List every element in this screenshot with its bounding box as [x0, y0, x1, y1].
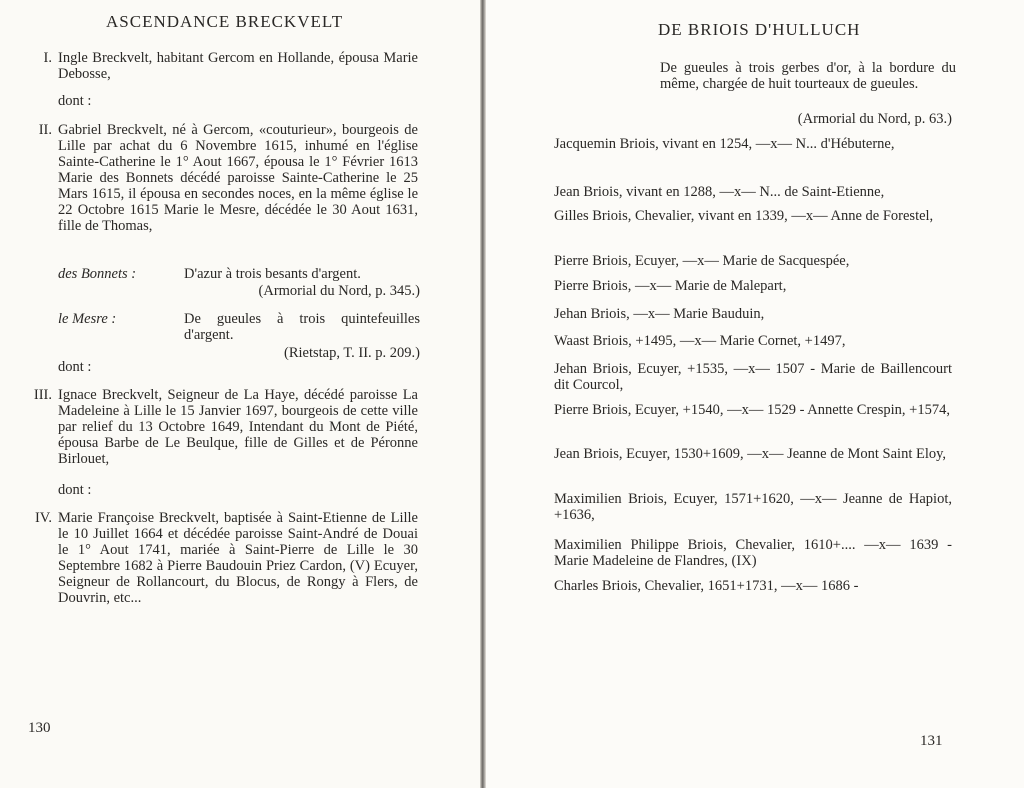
lineage-line: Maximilien Briois, Ecuyer, 1571+1620, —x— Jeanne de Hapiot, +1636, [554, 491, 952, 523]
lineage-line: Jacquemin Briois, vivant en 1254, —x— N... d'Hébuterne, [554, 136, 895, 152]
arms-source: (Armorial du Nord, p. 63.) [797, 111, 952, 127]
blazon-label: des Bonnets : [58, 266, 137, 282]
blazon-source: (Rietstap, T. II. p. 209.) [284, 345, 420, 361]
blazon-description: De gueules à trois quintefeuilles d'argent. [184, 311, 420, 343]
generation-number: II. [38, 122, 52, 138]
dont-label: dont : [58, 482, 92, 498]
blazon-block [58, 311, 420, 363]
blazon-block [58, 266, 420, 302]
lineage-line: Jehan Briois, —x— Marie Bauduin, [554, 306, 765, 322]
lineage-line: Waast Briois, +1495, —x— Marie Cornet, +1497, [554, 333, 846, 349]
lineage-line: Pierre Briois, —x— Marie de Malepart, [554, 278, 787, 294]
lineage-line: Pierre Briois, Ecuyer, +1540, —x— 1529 - Annette Crespin, +1574, [554, 402, 950, 418]
genealogy-entry [34, 510, 418, 606]
entry-text: Ignace Breckvelt, Seigneur de La Haye, décédé paroisse La Madeleine à Lille le 15 Janvier 1697, bourgeois de cette ville par relief du 13 Octobre 1649, Intendant du Mont de Piété, épousa Barbe de Le Beulque, fille de Gilles et de Péronne Birlouet, [58, 387, 418, 467]
genealogy-entry [33, 387, 418, 467]
lineage-line: Charles Briois, Chevalier, 1651+1731, —x— 1686 - [554, 578, 859, 594]
lineage-line: Gilles Briois, Chevalier, vivant en 1339, —x— Anne de Forestel, [554, 208, 934, 224]
genealogy-entry [43, 50, 418, 82]
lineage-line: Maximilien Philippe Briois, Chevalier, 1610+.... —x— 1639 - Marie Madeleine de Flandres, (IX) [554, 537, 952, 569]
entry-text: Ingle Breckvelt, habitant Gercom en Hollande, épousa Marie Debosse, [58, 50, 418, 82]
lineage-line: Pierre Briois, Ecuyer, —x— Marie de Sacquespée, [554, 253, 850, 269]
lineage-line: Jean Briois, vivant en 1288, —x— N... de Saint-Etienne, [554, 184, 885, 200]
blazon-label: le Mesre : [58, 311, 117, 327]
entry-text: Gabriel Breckvelt, né à Gercom, «couturieur», bourgeois de Lille par achat du 6 Novembre 1615, inhumé en l'église Sainte-Catherine le 1° Aout 1667, épousa le 1° Février 1613 Marie des Bonnets décédé paroisse Sainte-Catherine le 25 Mars 1615, il épousa en secondes noces, en la même église le 22 Octobre 1615 Marie le Mesre, décédée le 30 Aout 1631, fille de Thomas, [58, 122, 418, 234]
blazon-description: D'azur à trois besants d'argent. [184, 266, 361, 282]
left-running-header: ASCENDANCE BRECKVELT [106, 12, 344, 31]
genealogy-entry [38, 122, 418, 234]
generation-number: I. [43, 50, 52, 66]
family-arms-description: De gueules à trois gerbes d'or, à la bordure du même, chargée de huit tourteaux de gueules. [660, 60, 956, 92]
generation-number: IV. [34, 510, 52, 526]
lineage-line: Jehan Briois, Ecuyer, +1535, —x— 1507 - Marie de Baillencourt dit Courcol, [554, 361, 952, 393]
right-running-header: DE BRIOIS D'HULLUCH [658, 20, 861, 39]
generation-number: III. [33, 387, 52, 403]
page-number: 130 [28, 720, 51, 736]
lineage-line: Jean Briois, Ecuyer, 1530+1609, —x— Jeanne de Mont Saint Eloy, [554, 446, 947, 462]
dont-label: dont : [58, 359, 92, 375]
blazon-source: (Armorial du Nord, p. 345.) [258, 283, 420, 299]
entry-text: Marie Françoise Breckvelt, baptisée à Saint-Etienne de Lille le 10 Juillet 1664 et décédée paroisse Saint-André de Douai le 1° Aout 1741, mariée à Saint-Pierre de Lille le 30 Septembre 1682 à Pierre Baudouin Priez Cardon, (V) Ecuyer, Seigneur de Rollancourt, du Blocus, de Rongy à Flers, de Douvrin, etc... [58, 510, 418, 606]
dont-label: dont : [58, 93, 92, 109]
page-number: 131 [920, 733, 943, 749]
